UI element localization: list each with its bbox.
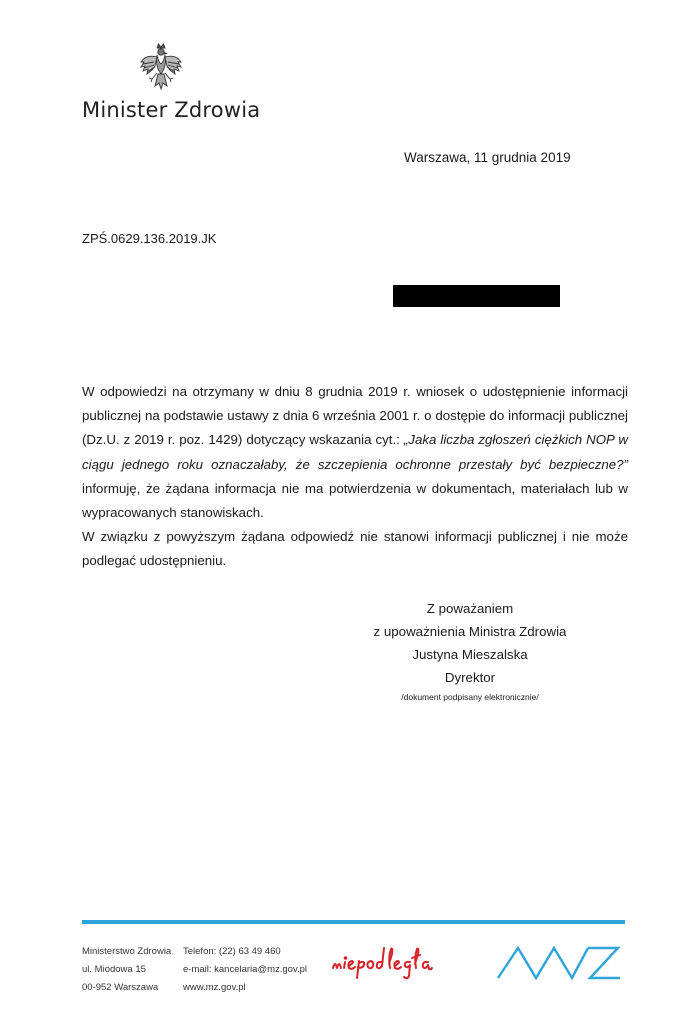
footer-email[interactable]: e-mail: kancelaria@mz.gov.pl bbox=[183, 964, 308, 975]
footer-website[interactable]: www.mz.gov.pl bbox=[183, 982, 246, 993]
footer-address-line: ul. Miodowa 15 bbox=[82, 964, 146, 975]
place-date: Warszawa, 11 grudnia 2019 bbox=[404, 150, 571, 165]
ministry-title: Minister Zdrowia bbox=[82, 98, 261, 122]
signatory-name: Justyna Mieszalska bbox=[412, 647, 528, 662]
body-paragraph-1-conclusion: informuję, że żądana informacja nie ma potwierdzenia w dokumentach, materiałach lub w wypracowanych stanowiskach. bbox=[82, 480, 628, 521]
signature-block bbox=[340, 597, 600, 705]
footer-address-line: 00-952 Warszawa bbox=[82, 982, 159, 993]
niepodlegla-logo bbox=[330, 940, 480, 984]
electronic-signature-note: /dokument podpisany elektronicznie/ bbox=[401, 692, 539, 702]
redacted-recipient bbox=[393, 285, 560, 307]
footer-address bbox=[82, 943, 171, 997]
footer-address-line: Ministerstwo Zdrowia bbox=[82, 946, 172, 957]
mz-logo bbox=[492, 942, 622, 982]
footer-contact bbox=[183, 943, 307, 997]
polish-eagle-emblem-icon bbox=[138, 42, 184, 94]
footer-phone: Telefon: (22) 63 49 460 bbox=[183, 946, 281, 957]
footer-divider bbox=[82, 920, 625, 924]
authorization-line: z upoważnienia Ministra Zdrowia bbox=[373, 624, 567, 639]
body-paragraph-1 bbox=[82, 380, 628, 525]
body-paragraph-2: W związku z powyższym żądana odpowiedź nie stanowi informacji publicznej i nie może podlegać udostępnieniu. bbox=[82, 529, 628, 569]
signatory-position: Dyrektor bbox=[444, 670, 496, 685]
closing-phrase: Z poważaniem bbox=[426, 601, 514, 616]
body-paragraph-1-intro: W odpowiedzi na otrzymany w dniu 8 grudnia 2019 r. wniosek o udostępnienie informacji publicznej na podstawie ustawy z dnia 6 września 2001 r. o dostępie do informacji publicznej (Dz.U. z 2019 r. poz. 1429) dotyczący wskazania cyt.: bbox=[82, 384, 628, 448]
quoted-question: „Jaka liczba zgłoszeń ciężkich NOP w ciągu jednego roku oznaczałaby, że szczepienia ochronne przestały być bezpieczne?” bbox=[82, 432, 628, 472]
reference-number: ZPŚ.0629.136.2019.JK bbox=[82, 231, 217, 246]
letter-body bbox=[82, 380, 628, 574]
